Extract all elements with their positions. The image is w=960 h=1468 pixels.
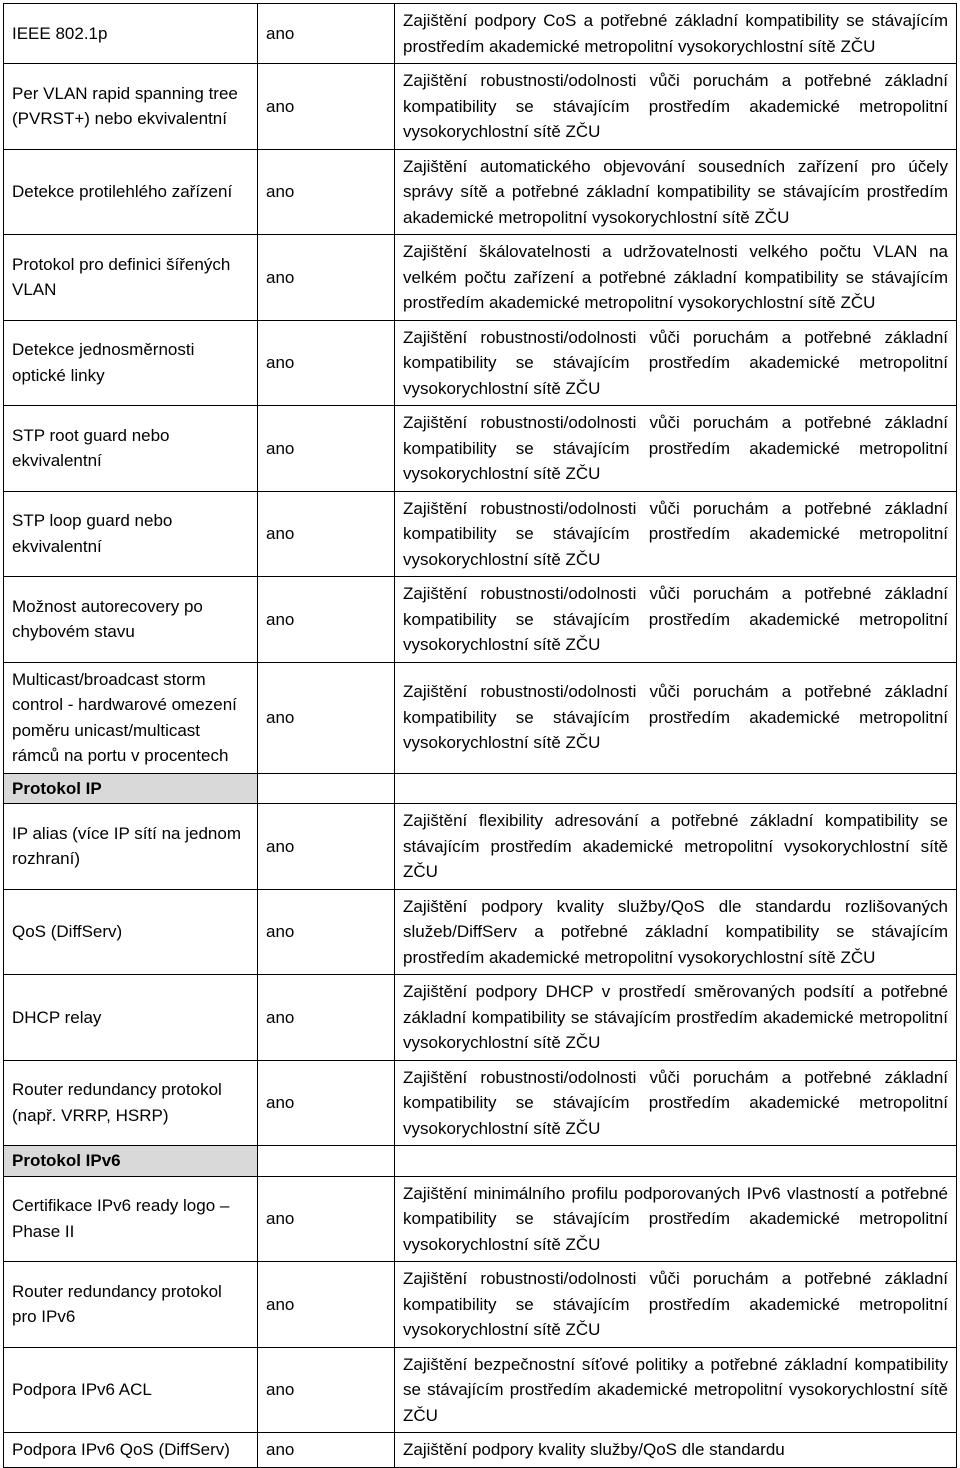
feature-name: STP root guard nebo ekvivalentní bbox=[4, 406, 258, 492]
feature-justification: Zajištění podpory CoS a potřebné základní kompatibility se stávajícím prostředím akademické metropolitní vysokorychlostní sítě ZČU bbox=[395, 4, 957, 64]
feature-value: ano bbox=[258, 804, 395, 890]
feature-justification: Zajištění flexibility adresování a potřebné základní kompatibility se stávajícím prostředím akademické metropolitní vysokorychlostní sítě ZČU bbox=[395, 804, 957, 890]
feature-justification: Zajištění minimálního profilu podporovaných IPv6 vlastností a potřebné kompatibility se stávajícím prostředím akademické metropolitní vysokorychlostní sítě ZČU bbox=[395, 1176, 957, 1262]
table-row bbox=[4, 4, 957, 64]
feature-value: ano bbox=[258, 149, 395, 235]
feature-justification: Zajištění automatického objevování sousedních zařízení pro účely správy sítě a potřebné základní kompatibility se stávajícím prostředím akademické metropolitní vysokorychlostní sítě ZČU bbox=[395, 149, 957, 235]
table-row bbox=[4, 149, 957, 235]
feature-name: Per VLAN rapid spanning tree (PVRST+) nebo ekvivalentní bbox=[4, 64, 258, 150]
feature-justification: Zajištění robustnosti/odolnosti vůči poruchám a potřebné základní kompatibility se stávajícím prostředím akademické metropolitní vysokorychlostní sítě ZČU bbox=[395, 320, 957, 406]
feature-value: ano bbox=[258, 1347, 395, 1433]
feature-justification: Zajištění robustnosti/odolnosti vůči poruchám a potřebné základní kompatibility se stávajícím prostředím akademické metropolitní vysokorychlostní sítě ZČU bbox=[395, 662, 957, 773]
feature-value: ano bbox=[258, 1176, 395, 1262]
table-row bbox=[4, 491, 957, 577]
feature-justification: Zajištění podpory kvality služby/QoS dle standardu bbox=[395, 1433, 957, 1468]
table-row bbox=[4, 320, 957, 406]
feature-value: ano bbox=[258, 577, 395, 663]
feature-value: ano bbox=[258, 491, 395, 577]
feature-name: Protokol pro definici šířených VLAN bbox=[4, 235, 258, 321]
feature-name: Certifikace IPv6 ready logo – Phase II bbox=[4, 1176, 258, 1262]
table-row bbox=[4, 235, 957, 321]
feature-name: IP alias (více IP sítí na jednom rozhraní) bbox=[4, 804, 258, 890]
feature-justification: Zajištění podpory DHCP v prostředí směrovaných podsítí a potřebné základní kompatibility se stávajícím prostředím akademické metropolitní vysokorychlostní sítě ZČU bbox=[395, 975, 957, 1061]
table-row bbox=[4, 1060, 957, 1146]
feature-justification: Zajištění robustnosti/odolnosti vůči poruchám a potřebné základní kompatibility se stávajícím prostředím akademické metropolitní vysokorychlostní sítě ZČU bbox=[395, 1060, 957, 1146]
table-row bbox=[4, 64, 957, 150]
table-row bbox=[4, 577, 957, 663]
feature-value: ano bbox=[258, 1433, 395, 1468]
table-row bbox=[4, 1176, 957, 1262]
table-row bbox=[4, 975, 957, 1061]
feature-name: STP loop guard nebo ekvivalentní bbox=[4, 491, 258, 577]
feature-name: Detekce protilehlého zařízení bbox=[4, 149, 258, 235]
feature-justification bbox=[395, 1146, 957, 1177]
table-row bbox=[4, 1433, 957, 1468]
feature-name: Detekce jednosměrnosti optické linky bbox=[4, 320, 258, 406]
feature-value: ano bbox=[258, 975, 395, 1061]
feature-justification: Zajištění robustnosti/odolnosti vůči poruchám a potřebné základní kompatibility se stávajícím prostředím akademické metropolitní vysokorychlostní sítě ZČU bbox=[395, 406, 957, 492]
feature-name: Multicast/broadcast storm control - hardwarové omezení poměru unicast/multicast rámců na portu v procentech bbox=[4, 662, 258, 773]
feature-value: ano bbox=[258, 320, 395, 406]
feature-justification: Zajištění bezpečnostní síťové politiky a potřebné základní kompatibility se stávajícím prostředím akademické metropolitní vysokorychlostní sítě ZČU bbox=[395, 1347, 957, 1433]
feature-name: QoS (DiffServ) bbox=[4, 889, 258, 975]
feature-name: Podpora IPv6 ACL bbox=[4, 1347, 258, 1433]
feature-value: ano bbox=[258, 235, 395, 321]
feature-value bbox=[258, 773, 395, 804]
feature-name: Router redundancy protokol (např. VRRP, HSRP) bbox=[4, 1060, 258, 1146]
section-header-row bbox=[4, 1146, 957, 1177]
feature-name: Možnost autorecovery po chybovém stavu bbox=[4, 577, 258, 663]
feature-value bbox=[258, 1146, 395, 1177]
feature-justification bbox=[395, 773, 957, 804]
table-row bbox=[4, 662, 957, 773]
table-row bbox=[4, 406, 957, 492]
feature-value: ano bbox=[258, 1060, 395, 1146]
feature-justification: Zajištění robustnosti/odolnosti vůči poruchám a potřebné základní kompatibility se stávajícím prostředím akademické metropolitní vysokorychlostní sítě ZČU bbox=[395, 577, 957, 663]
feature-value: ano bbox=[258, 64, 395, 150]
feature-justification: Zajištění robustnosti/odolnosti vůči poruchám a potřebné základní kompatibility se stávajícím prostředím akademické metropolitní vysokorychlostní sítě ZČU bbox=[395, 64, 957, 150]
feature-name: Podpora IPv6 QoS (DiffServ) bbox=[4, 1433, 258, 1468]
feature-value: ano bbox=[258, 4, 395, 64]
feature-name: Router redundancy protokol pro IPv6 bbox=[4, 1262, 258, 1348]
feature-name: DHCP relay bbox=[4, 975, 258, 1061]
section-header-row bbox=[4, 773, 957, 804]
feature-name: IEEE 802.1p bbox=[4, 4, 258, 64]
section-title: Protokol IP bbox=[4, 773, 258, 804]
feature-value: ano bbox=[258, 406, 395, 492]
feature-value: ano bbox=[258, 662, 395, 773]
feature-justification: Zajištění škálovatelnosti a udržovatelnosti velkého počtu VLAN na velkém počtu zařízení a potřebné základní kompatibility se stávajícím prostředím akademické metropolitní vysokorychlostní sítě ZČU bbox=[395, 235, 957, 321]
feature-value: ano bbox=[258, 1262, 395, 1348]
feature-justification: Zajištění robustnosti/odolnosti vůči poruchám a potřebné základní kompatibility se stávajícím prostředím akademické metropolitní vysokorychlostní sítě ZČU bbox=[395, 491, 957, 577]
requirements-table bbox=[3, 3, 957, 1468]
table-row bbox=[4, 1347, 957, 1433]
table-row bbox=[4, 804, 957, 890]
feature-justification: Zajištění podpory kvality služby/QoS dle standardu rozlišovaných služeb/DiffServ a potřebné základní kompatibility se stávajícím prostředím akademické metropolitní vysokorychlostní sítě ZČU bbox=[395, 889, 957, 975]
table-row bbox=[4, 889, 957, 975]
feature-value: ano bbox=[258, 889, 395, 975]
table-row bbox=[4, 1262, 957, 1348]
section-title: Protokol IPv6 bbox=[4, 1146, 258, 1177]
feature-justification: Zajištění robustnosti/odolnosti vůči poruchám a potřebné základní kompatibility se stávajícím prostředím akademické metropolitní vysokorychlostní sítě ZČU bbox=[395, 1262, 957, 1348]
requirements-table-body bbox=[4, 4, 957, 1468]
